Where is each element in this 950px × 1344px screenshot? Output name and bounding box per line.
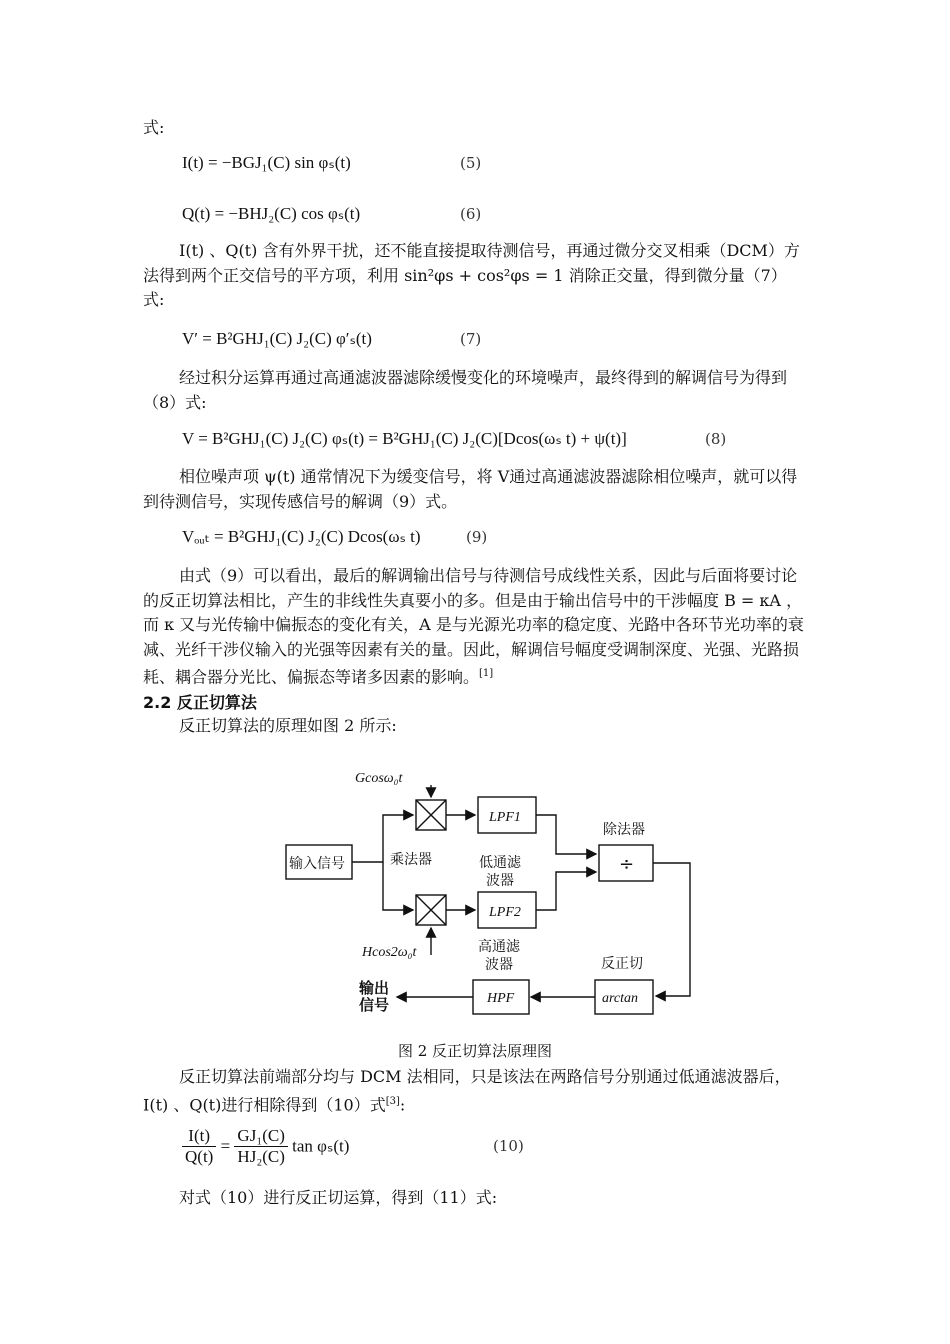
paragraph-arctan-method [143,1065,807,1117]
equation-10-lhs-top: I(t) [182,1126,216,1147]
equation-10-lhs [182,1126,216,1167]
equation-10-lhs-bottom: Q(t) [185,1147,214,1166]
hcos-label: Hcos2ω₀t [362,945,417,960]
equation-6-number: (6) [460,205,482,223]
equation-9: Vₒᵤₜ = B²GHJ₁(C) J₂(C) Dcos(ωₛ t) [182,527,421,546]
citation-3: [3] [385,1095,400,1107]
paragraph-linearity-text: 由式（9）可以看出，最后的解调输出信号与待测信号成线性关系，因此与后面将要讨论的反正切算法相比，产生的非线性失真要小的多。但是由于输出信号中的干涉幅度 B = κA ，而 κ 又与光传输中偏振态的变化有关，A 是与光源光功率的稳定度、光路中各环节光功率的衰减、光纤干涉仪输入的光强等因素有关的量。因此，解调信号幅度受调制深度、光强、光路损耗、耦合器分光比、偏振态等诸多因素的影响。 [143,566,804,687]
citation-1: [1] [479,668,494,679]
paragraph-arctan-intro: 反正切算法的原理如图 2 所示: [179,716,397,735]
lpf1-label: LPF1 [489,810,521,825]
input-signal-label: 输入信号 [289,856,345,872]
paragraph-arctan-operation: 对式（10）进行反正切运算，得到（11）式: [179,1188,498,1207]
lowpass-label-line2: 波器 [486,873,514,889]
equation-10-number: (10) [493,1137,524,1155]
equation-10-tail: tan φₛ(t) [292,1136,350,1156]
lpf2-label: LPF2 [489,905,521,920]
hpf-text: HPF [487,991,515,1006]
paragraph-phase-noise: 相位噪声项 ψ(t) 通常情况下为缓变信号，将 V通过高通滤波器滤除相位噪声，就可以得到待测信号，实现传感信号的解调（9）式。 [143,467,798,511]
equation-10-rhs [234,1126,287,1167]
equation-7-number: (7) [460,330,482,348]
output-label-line2: 信号 [359,996,390,1014]
equation-7: V′ = B²GHJ₁(C) J₂(C) φ′ₛ(t) [182,329,372,348]
equation-8-number: (8) [705,430,727,448]
multiplier-label: 乘法器 [390,852,432,868]
divider-label: 除法器 [603,822,645,838]
paragraph-dcm: I(t) 、Q(t) 含有外界干扰，还不能直接提取待测信号，再通过微分交叉相乘（DCM）方法得到两个正交信号的平方项，利用 sin²φs + cos²φs = 1 消除正交量，得到微分量（7）式: [143,241,800,309]
arctan-text: arctan [602,991,639,1006]
equation-6: Q(t) = −BHJ₂(C) cos φₛ(t) [182,204,361,223]
equation-10: $\frac{I(t)}{Q(t)}$ = $\frac{\text{GJ₁(C)}}{\text{HJ₂(C)}}$ tan φₛ(t) [182,1126,349,1167]
arctan-label: 反正切 [601,956,643,972]
equation-8: V = B²GHJ₁(C) J₂(C) φₛ(t) = B²GHJ₁(C) J₂(C)[Dcos(ωₛ t) + ψ(t)] [182,429,627,448]
figure-caption: 图 2 反正切算法原理图 [397,1042,553,1060]
paragraph-integration: 经过积分运算再通过高通滤波器滤除缓慢变化的环境噪声，最终得到的解调信号为得到（8）式: [143,368,788,412]
lowpass-label-line1: 低通滤 [479,855,521,871]
equation-9-number: (9) [466,528,488,546]
paragraph-arctan-method-text: 反正切算法前端部分均与 DCM 法相同，只是该法在两路信号分别通过低通滤波器后，I(t) 、Q(t)进行相除得到（10）式 [143,1067,791,1114]
section-heading: 2.2 反正切算法 [143,693,257,712]
divide-symbol: ÷ [619,854,635,875]
equation-5: I(t) = −BGJ₁(C) sin φₛ(t) [182,153,351,172]
highpass-label-line1: 高通滤 [478,939,520,955]
equation-10-rhs-bottom: HJ₂(C) [237,1147,285,1166]
equation-10-rhs-top: GJ₁(C) [234,1126,287,1147]
output-label-line1: 输出 [359,979,390,997]
equation-5-number: (5) [460,154,482,172]
intro-line: 式: [143,118,165,137]
paragraph-arctan-method-end: : [399,1094,406,1114]
highpass-label-line2: 波器 [485,957,513,973]
gcos-label: Gcosω₀t [355,771,403,786]
